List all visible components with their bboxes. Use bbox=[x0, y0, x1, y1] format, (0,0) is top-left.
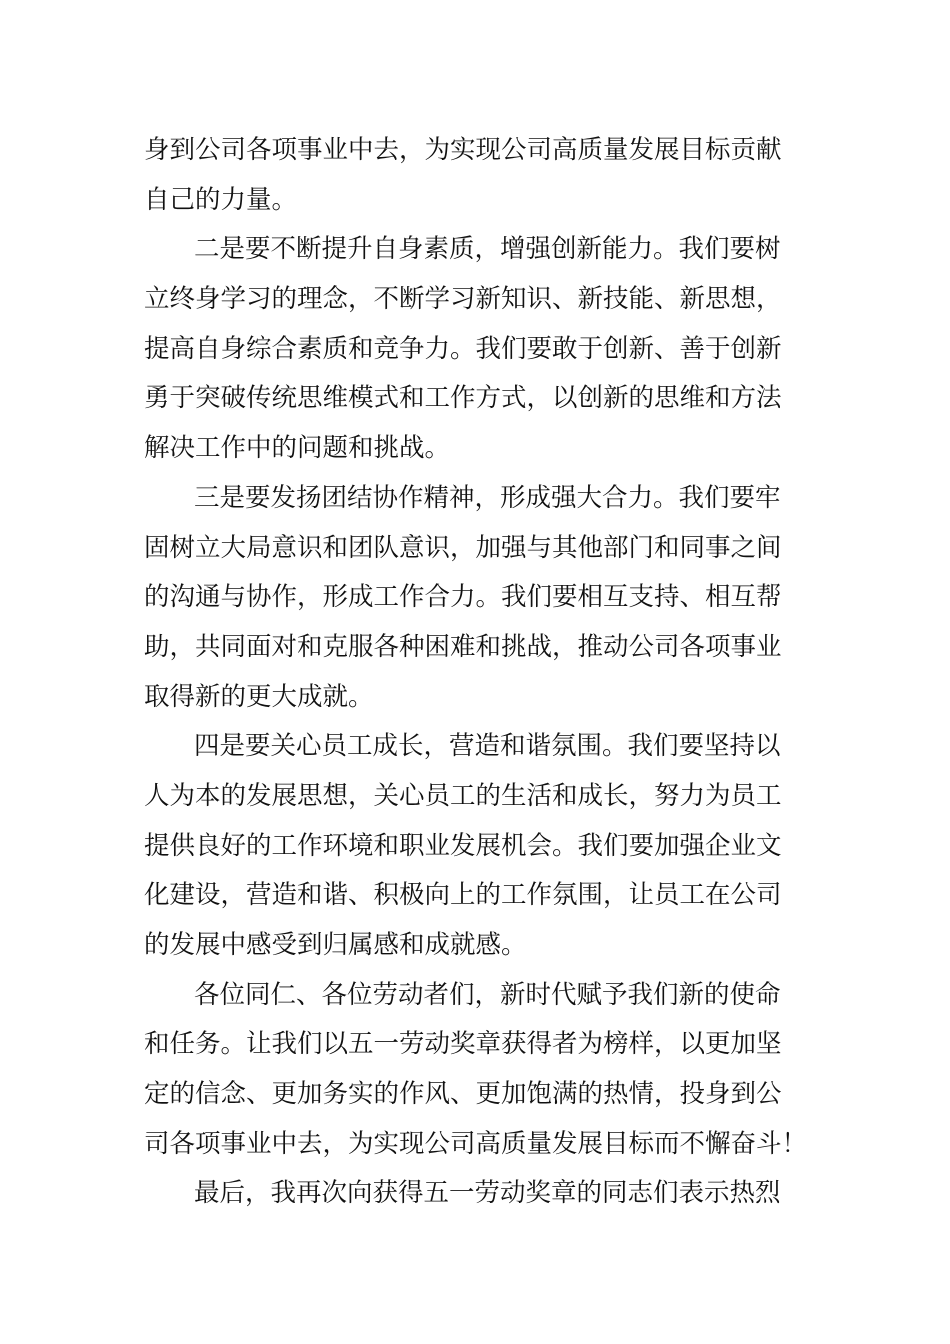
paragraph-first-line: 二是要不断提升自身素质，增强创新能力。我们要树 bbox=[194, 234, 781, 265]
paragraph-first-line: 三是要发扬团结协作精神，形成强大合力。我们要牢 bbox=[194, 482, 781, 513]
text-line: 解决工作中的问题和挑战。 bbox=[144, 433, 451, 464]
text-line: 司各项事业中去，为实现公司高质量发展目标而不懈奋斗！ bbox=[144, 1128, 808, 1159]
text-line: 的沟通与协作，形成工作合力。我们要相互支持、相互帮 bbox=[144, 582, 782, 613]
text-line: 和任务。让我们以五一劳动奖章获得者为榜样，以更加坚 bbox=[144, 1029, 782, 1060]
paragraph-first-line: 四是要关心员工成长，营造和谐氛围。我们要坚持以 bbox=[194, 731, 781, 762]
text-line: 助，共同面对和克服各种困难和挑战，推动公司各项事业 bbox=[144, 631, 782, 662]
text-line: 身到公司各项事业中去，为实现公司高质量发展目标贡献 bbox=[144, 135, 782, 165]
text-line: 固树立大局意识和团队意识，加强与其他部门和同事之间 bbox=[144, 532, 782, 563]
text-line: 提高自身综合素质和竞争力。我们要敢于创新、善于创新 bbox=[144, 333, 782, 364]
text-line: 取得新的更大成就。 bbox=[144, 681, 374, 712]
text-line: 化建设，营造和谐、积极向上的工作氛围，让员工在公司 bbox=[144, 880, 782, 911]
text-line: 立终身学习的理念，不断学习新知识、新技能、新思想， bbox=[144, 284, 782, 315]
document-body bbox=[144, 126, 808, 1219]
paragraph-first-line: 最后，我再次向获得五一劳动奖章的同志们表示热烈 bbox=[194, 1178, 781, 1209]
paragraph-first-line: 各位同仁、各位劳动者们，新时代赋予我们新的使命 bbox=[194, 979, 781, 1010]
text-line: 定的信念、更加务实的作风、更加饱满的热情，投身到公 bbox=[144, 1079, 782, 1110]
text-line: 的发展中感受到归属感和成就感。 bbox=[144, 930, 527, 960]
text-line: 自己的力量。 bbox=[144, 184, 298, 215]
text-line: 勇于突破传统思维模式和工作方式，以创新的思维和方法 bbox=[144, 383, 782, 414]
text-line: 人为本的发展思想，关心员工的生活和成长，努力为员工 bbox=[144, 780, 782, 811]
text-line: 提供良好的工作环境和职业发展机会。我们要加强企业文 bbox=[144, 830, 782, 861]
